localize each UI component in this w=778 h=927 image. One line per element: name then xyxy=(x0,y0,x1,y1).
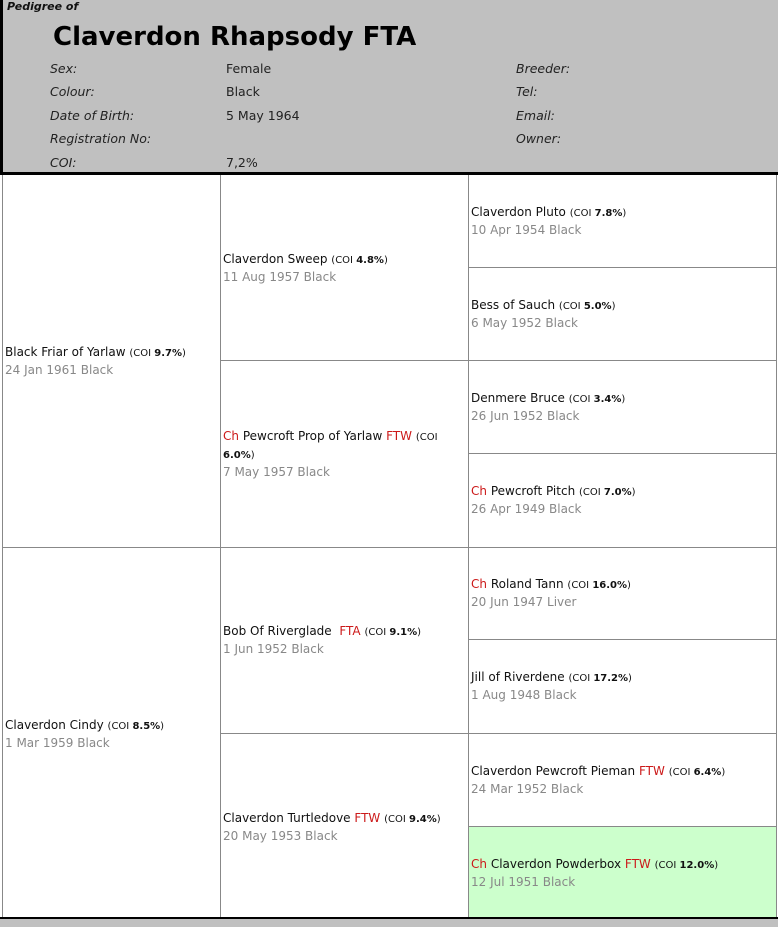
grid-line xyxy=(468,826,777,827)
colour-value: Black xyxy=(226,84,260,99)
footer-bar xyxy=(0,917,778,927)
birth-colour: 1 Aug 1948 Black xyxy=(471,688,577,702)
coi-value: 7,2% xyxy=(226,155,258,170)
birth-colour: 26 Apr 1949 Black xyxy=(471,502,582,516)
dog-name-title: Claverdon Rhapsody FTA xyxy=(53,22,417,52)
dog-name: Claverdon Pluto xyxy=(471,205,566,219)
dog-name: Claverdon Cindy xyxy=(5,717,104,732)
coi-badge: (COI 6.4%) xyxy=(668,766,726,778)
birth-colour: 1 Mar 1959 Black xyxy=(5,735,110,750)
dog-name: Bess of Sauch xyxy=(471,297,556,312)
dog-name: Claverdon Turtledove xyxy=(223,810,351,825)
ancestor-cell-2[interactable] xyxy=(468,267,777,360)
dog-name: Denmere Bruce xyxy=(471,390,565,405)
dog-name: Pewcroft Pitch xyxy=(490,484,576,498)
email-label: Email: xyxy=(516,108,555,123)
dog-name: Claverdon Powderbox xyxy=(490,857,622,871)
coi-badge: (COI 5.0%) xyxy=(558,300,616,312)
grid-line xyxy=(468,267,777,268)
dog-name: Claverdon Sweep xyxy=(223,251,328,266)
ancestor-cell-4[interactable] xyxy=(468,453,777,547)
granddam-maternal-cell[interactable] xyxy=(220,733,468,920)
title-suffix: FTW xyxy=(354,810,381,825)
birth-colour: 24 Mar 1952 Black xyxy=(471,781,584,796)
sex-value: Female xyxy=(226,61,272,76)
coi-badge: (COI 6.0%) xyxy=(223,431,438,461)
birth-colour: 20 May 1953 Black xyxy=(223,828,338,843)
granddam-paternal-cell[interactable] xyxy=(220,360,468,547)
birth-colour: 10 Apr 1954 Black xyxy=(471,223,582,237)
dam-cell[interactable] xyxy=(2,547,220,920)
ancestor-cell-1[interactable] xyxy=(468,175,777,267)
grid-line xyxy=(468,453,777,454)
colour-label: Colour: xyxy=(50,84,95,99)
sire-cell[interactable] xyxy=(2,175,220,547)
title-suffix: FTW xyxy=(624,857,651,871)
coi-badge: (COI 9.7%) xyxy=(129,348,186,359)
birth-colour: 20 Jun 1947 Liver xyxy=(471,595,577,609)
owner-label: Owner: xyxy=(516,131,562,146)
dog-name: Black Friar of Yarlaw xyxy=(5,345,126,359)
birth-colour: 7 May 1957 Black xyxy=(223,464,330,479)
birth-colour: 12 Jul 1951 Black xyxy=(471,875,576,889)
title-prefix: Ch xyxy=(471,484,487,498)
sex-label: Sex: xyxy=(50,61,78,76)
grid-line xyxy=(468,639,777,640)
dog-name: Jill of Riverdene xyxy=(471,670,565,684)
ancestor-cell-6[interactable] xyxy=(468,639,777,733)
ancestor-cell-3[interactable] xyxy=(468,360,777,453)
pedigree-header xyxy=(0,0,778,172)
coi-badge: (COI 8.5%) xyxy=(107,720,165,732)
grandsire-paternal-cell[interactable] xyxy=(220,175,468,360)
dob-value: 5 May 1964 xyxy=(226,108,300,123)
coi-badge: (COI 4.8%) xyxy=(331,254,388,266)
coi-badge: (COI 12.0%) xyxy=(654,860,719,871)
grid-line xyxy=(2,547,777,548)
coi-badge: (COI 7.0%) xyxy=(579,487,636,498)
coi-badge: (COI 16.0%) xyxy=(567,580,631,591)
coi-badge: (COI 3.4%) xyxy=(568,393,626,405)
grid-line xyxy=(220,360,777,361)
tel-label: Tel: xyxy=(516,84,538,99)
coi-badge: (COI 9.1%) xyxy=(364,627,422,638)
title-suffix: FTA xyxy=(339,624,361,638)
title-suffix: FTW xyxy=(386,428,412,443)
title-prefix: Ch xyxy=(223,428,239,443)
birth-colour: 26 Jun 1952 Black xyxy=(471,408,580,423)
coi-badge: (COI 17.2%) xyxy=(568,673,632,684)
birth-colour: 1 Jun 1952 Black xyxy=(223,642,324,656)
breeder-label: Breeder: xyxy=(516,61,571,76)
title-prefix: Ch xyxy=(471,857,487,871)
grandsire-maternal-cell[interactable] xyxy=(220,547,468,733)
birth-colour: 24 Jan 1961 Black xyxy=(5,363,114,377)
coi-badge: (COI 7.8%) xyxy=(569,208,627,219)
dog-name: Roland Tann xyxy=(490,577,564,591)
birth-colour: 11 Aug 1957 Black xyxy=(223,269,337,284)
pedigree-grid xyxy=(0,175,778,920)
grid-line xyxy=(220,733,777,734)
dog-name: Bob Of Riverglade xyxy=(223,624,332,638)
coi-label: COI: xyxy=(50,155,77,170)
pedigree-of-label: Pedigree of xyxy=(7,0,79,13)
title-suffix: FTW xyxy=(638,763,665,778)
ancestor-cell-7[interactable] xyxy=(468,733,777,826)
birth-colour: 6 May 1952 Black xyxy=(471,315,578,330)
registration-label: Registration No: xyxy=(50,131,152,146)
dog-name: Claverdon Pewcroft Pieman xyxy=(471,763,636,778)
coi-badge: (COI 9.4%) xyxy=(384,813,441,825)
ancestor-cell-5[interactable] xyxy=(468,547,777,639)
dog-name: Pewcroft Prop of Yarlaw xyxy=(242,428,383,443)
ancestor-cell-8-highlighted[interactable] xyxy=(468,826,777,920)
title-prefix: Ch xyxy=(471,577,487,591)
dob-label: Date of Birth: xyxy=(50,108,135,123)
